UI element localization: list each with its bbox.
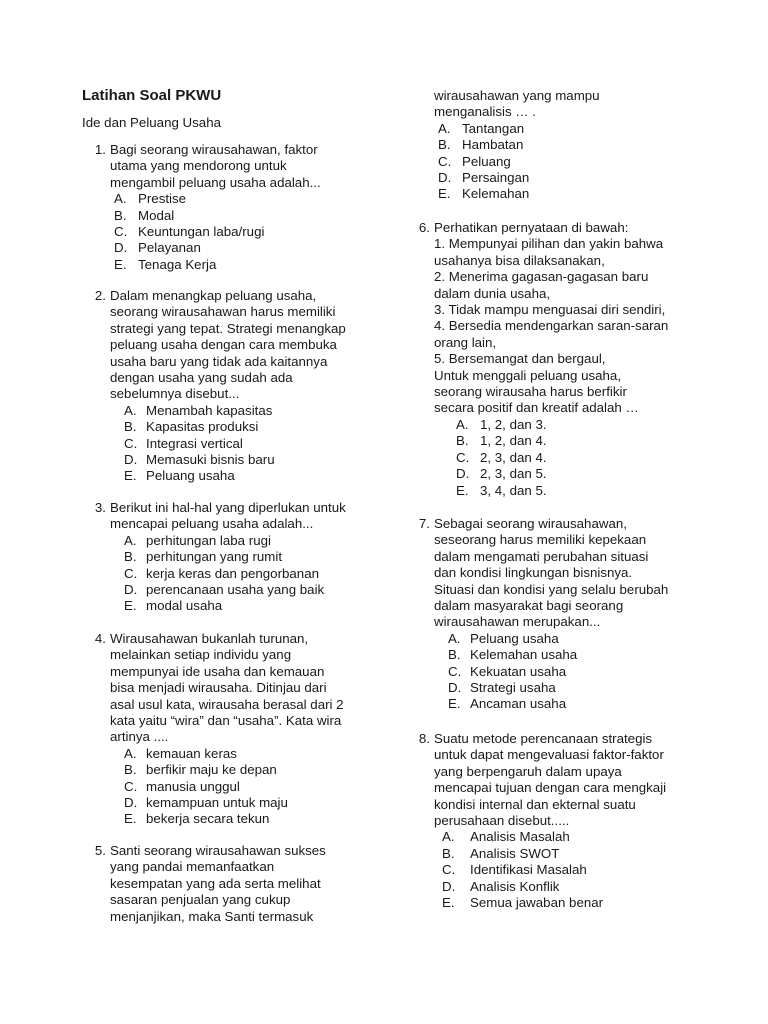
- option-c: C. manusia unggul: [124, 778, 240, 794]
- question-number: 1.: [94, 142, 106, 157]
- question-number: 5.: [94, 843, 106, 858]
- question-3: [82, 500, 372, 615]
- answer-options: [124, 403, 372, 485]
- question-5-continued: [434, 88, 724, 203]
- option-e: E. Ancaman usaha: [448, 696, 567, 712]
- option-b: B. Analisis SWOT: [442, 845, 560, 861]
- question-5: [82, 843, 372, 925]
- option-e: E. Semua jawaban benar: [442, 895, 604, 911]
- option-c: C. Peluang: [438, 153, 511, 169]
- answer-options: [114, 191, 372, 273]
- option-a: A. Analisis Masalah: [442, 829, 570, 845]
- option-a: A. Prestise: [114, 191, 187, 207]
- option-a: A. perhitungan laba rugi: [124, 532, 271, 548]
- answer-options: [438, 121, 724, 203]
- question-2: [82, 288, 372, 485]
- option-c: C. kerja keras dan pengorbanan: [124, 565, 319, 581]
- option-b: B. perhitungan yang rumit: [124, 549, 283, 565]
- option-e: E. Peluang usaha: [124, 468, 235, 484]
- question-4: [82, 631, 372, 828]
- option-c: C. Integrasi vertical: [124, 435, 243, 451]
- question-number: 3.: [94, 500, 106, 515]
- option-b: B. Modal: [114, 207, 175, 223]
- option-b: B. Kapasitas produksi: [124, 419, 259, 435]
- question-text: Sebagai seorang wirausahawan, seseorang harus memiliki kepekaan dalam mengamati perubahan situasi dan kondisi lingkungan bisnisnya. Situasi dan kondisi yang selalu berubah dalam masyarakat bagi seorang wirausahawan merupakan...: [434, 516, 669, 630]
- question-text: Berikut ini hal-hal yang diperlukan untuk mencapai peluang usaha adalah...: [110, 500, 346, 532]
- question-text: Wirausahawan bukanlah turunan, melainkan setiap individu yang mempunyai ide usaha dan kemauan bisa menjadi wirausaha. Ditinjau dari asal usul kata, wirausaha berasal dari 2 kata yaitu “wira” dan “usaha”. Kata wira artinya ....: [110, 631, 344, 745]
- page-title: Latihan Soal PKWU: [82, 87, 222, 104]
- option-d: D. kemampuan untuk maju: [124, 795, 288, 811]
- option-e: E. modal usaha: [124, 598, 223, 614]
- option-a: A. 1, 2, dan 3.: [456, 416, 547, 432]
- option-d: D. Persaingan: [438, 170, 530, 186]
- option-c: C. Identifikasi Masalah: [442, 862, 587, 878]
- question-text: Suatu metode perencanaan strategis untuk dapat mengevaluasi faktor-faktor yang berpengaruh dalam upaya mencapai tujuan dengan cara mengkaji kondisi internal dan ekternal suatu perusahaan disebut.....: [434, 731, 667, 829]
- answer-options: [456, 417, 706, 499]
- option-b: B. 1, 2, dan 4.: [456, 433, 547, 449]
- question-number: 8.: [418, 731, 430, 746]
- option-a: A. Menambah kapasitas: [124, 402, 273, 418]
- question-text: Bagi seorang wirausahawan, faktor utama yang mendorong untuk mengambil peluang usaha adalah...: [110, 142, 321, 190]
- answer-options: [448, 631, 706, 713]
- answer-options: [442, 829, 706, 911]
- option-d: D. 2, 3, dan 5.: [456, 466, 547, 482]
- option-c: C. Kekuatan usaha: [448, 663, 567, 679]
- option-c: C. Keuntungan laba/rugi: [114, 224, 265, 240]
- question-7: [406, 516, 706, 713]
- question-number: 7.: [418, 516, 430, 531]
- page-subtitle: Ide dan Peluang Usaha: [82, 115, 221, 130]
- question-6: [406, 220, 706, 499]
- option-e: E. bekerja secara tekun: [124, 811, 270, 827]
- question-text-continued: wirausahawan yang mampu menganalisis … .: [434, 88, 600, 120]
- option-e: E. Tenaga Kerja: [114, 256, 217, 272]
- question-text: Dalam menangkap peluang usaha, seorang wirausahawan harus memiliki strategi yang tepat. Strategi menangkap peluang usaha dengan cara membuka usaha baru yang tidak ada kaitannya dengan usaha yang sudah ada sebelumnya disebut...: [110, 288, 346, 402]
- option-b: B. Hambatan: [438, 137, 524, 153]
- option-e: E. 3, 4, dan 5.: [456, 482, 547, 498]
- option-a: A. Tantangan: [438, 120, 525, 136]
- option-d: D. Strategi usaha: [448, 680, 556, 696]
- option-a: A. kemauan keras: [124, 745, 237, 761]
- answer-options: [124, 746, 372, 828]
- option-b: B. Kelemahan usaha: [448, 647, 578, 663]
- answer-options: [124, 533, 372, 615]
- question-number: 4.: [94, 631, 106, 646]
- option-d: D. perencanaan usaha yang baik: [124, 582, 325, 598]
- question-text: Santi seorang wirausahawan sukses yang pandai memanfaatkan kesempatan yang ada serta melihat sasaran penjualan yang cukup menjanjikan, maka Santi termasuk: [110, 843, 326, 924]
- option-d: D. Pelayanan: [114, 240, 201, 256]
- option-a: A. Peluang usaha: [448, 630, 559, 646]
- option-c: C. 2, 3, dan 4.: [456, 449, 547, 465]
- option-b: B. berfikir maju ke depan: [124, 762, 277, 778]
- question-number: 6.: [418, 220, 430, 235]
- question-number: 2.: [94, 288, 106, 303]
- option-e: E. Kelemahan: [438, 186, 530, 202]
- question-8: [406, 731, 706, 911]
- option-d: D. Analisis Konflik: [442, 878, 560, 894]
- question-text: Perhatikan pernyataan di bawah: 1. Mempunyai pilihan dan yakin bahwa usahanya bisa dilaksanakan, 2. Menerima gagasan-gagasan baru dalam dunia usaha, 3. Tidak mampu menguasai diri sendiri, 4. Bersedia mendengarkan saran-saran orang lain, 5. Bersemangat dan bergaul, Untuk menggali peluang usaha, seorang wirausaha harus berfikir secara positif dan kreatif adalah …: [434, 220, 669, 416]
- question-1: [82, 142, 372, 273]
- option-d: D. Memasuki bisnis baru: [124, 452, 275, 468]
